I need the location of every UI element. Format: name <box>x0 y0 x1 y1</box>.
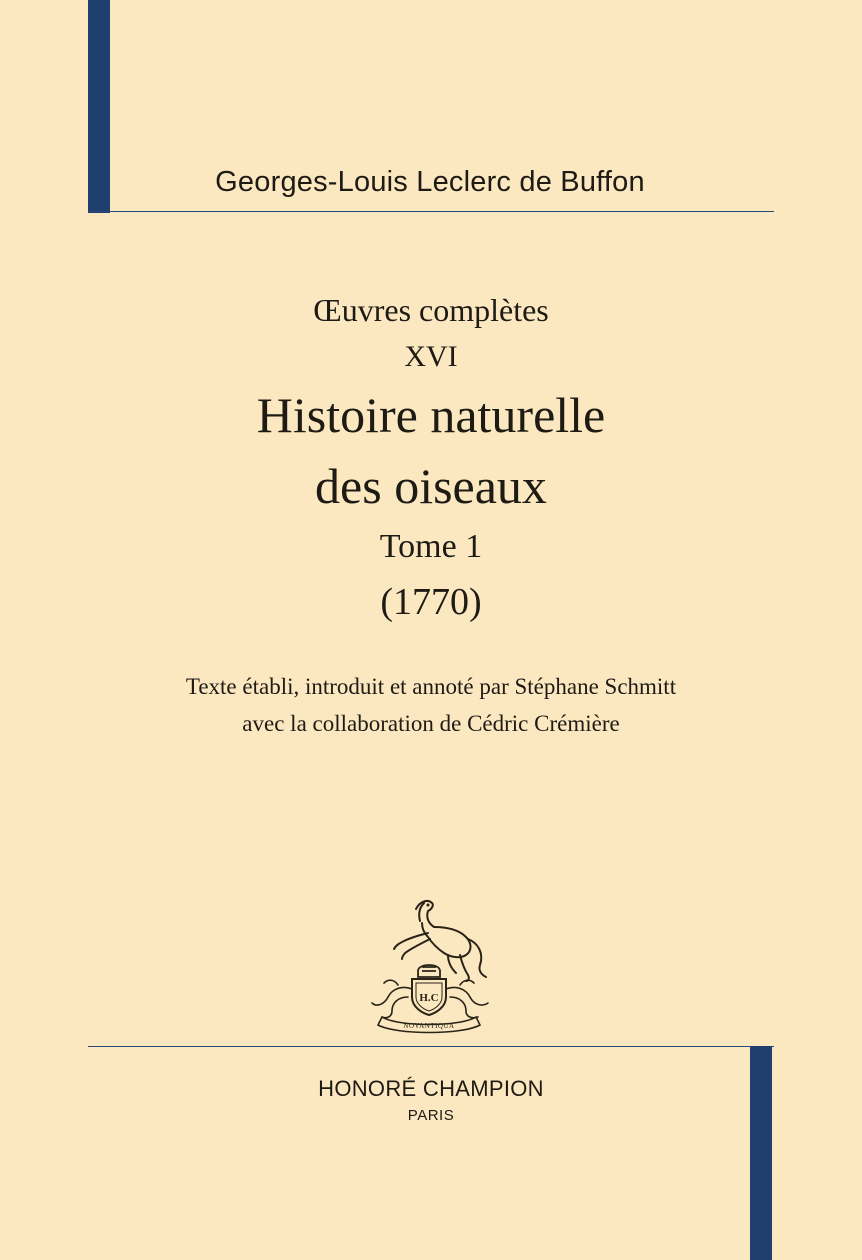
tome-label: Tome 1 <box>379 528 483 565</box>
publication-year: (1770) <box>380 581 482 623</box>
top-rule <box>88 211 774 212</box>
book-title-line1: Histoire naturelle <box>256 387 606 443</box>
publisher-emblem-icon <box>368 893 498 1041</box>
book-title-line2: des oiseaux <box>315 458 547 514</box>
publisher-city: PARIS <box>407 1107 455 1124</box>
emblem-monogram: H.C <box>419 992 439 1004</box>
publisher-name: HONORÉ CHAMPION <box>318 1076 544 1101</box>
editor-credit: Texte établi, introduit et annoté par Stéphane Schmitt <box>185 674 677 699</box>
horse-eye <box>427 904 430 907</box>
collaborator-credit: avec la collaboration de Cédric Crémière <box>242 711 620 736</box>
accent-bar-top <box>88 0 110 213</box>
series-title: Œuvres complètes <box>313 292 549 328</box>
volume-number: XVI <box>404 340 458 373</box>
emblem-motto: NOVANTIQUA <box>403 1022 455 1030</box>
bottom-rule <box>88 1046 774 1047</box>
author-name: Georges-Louis Leclerc de Buffon <box>215 166 645 198</box>
